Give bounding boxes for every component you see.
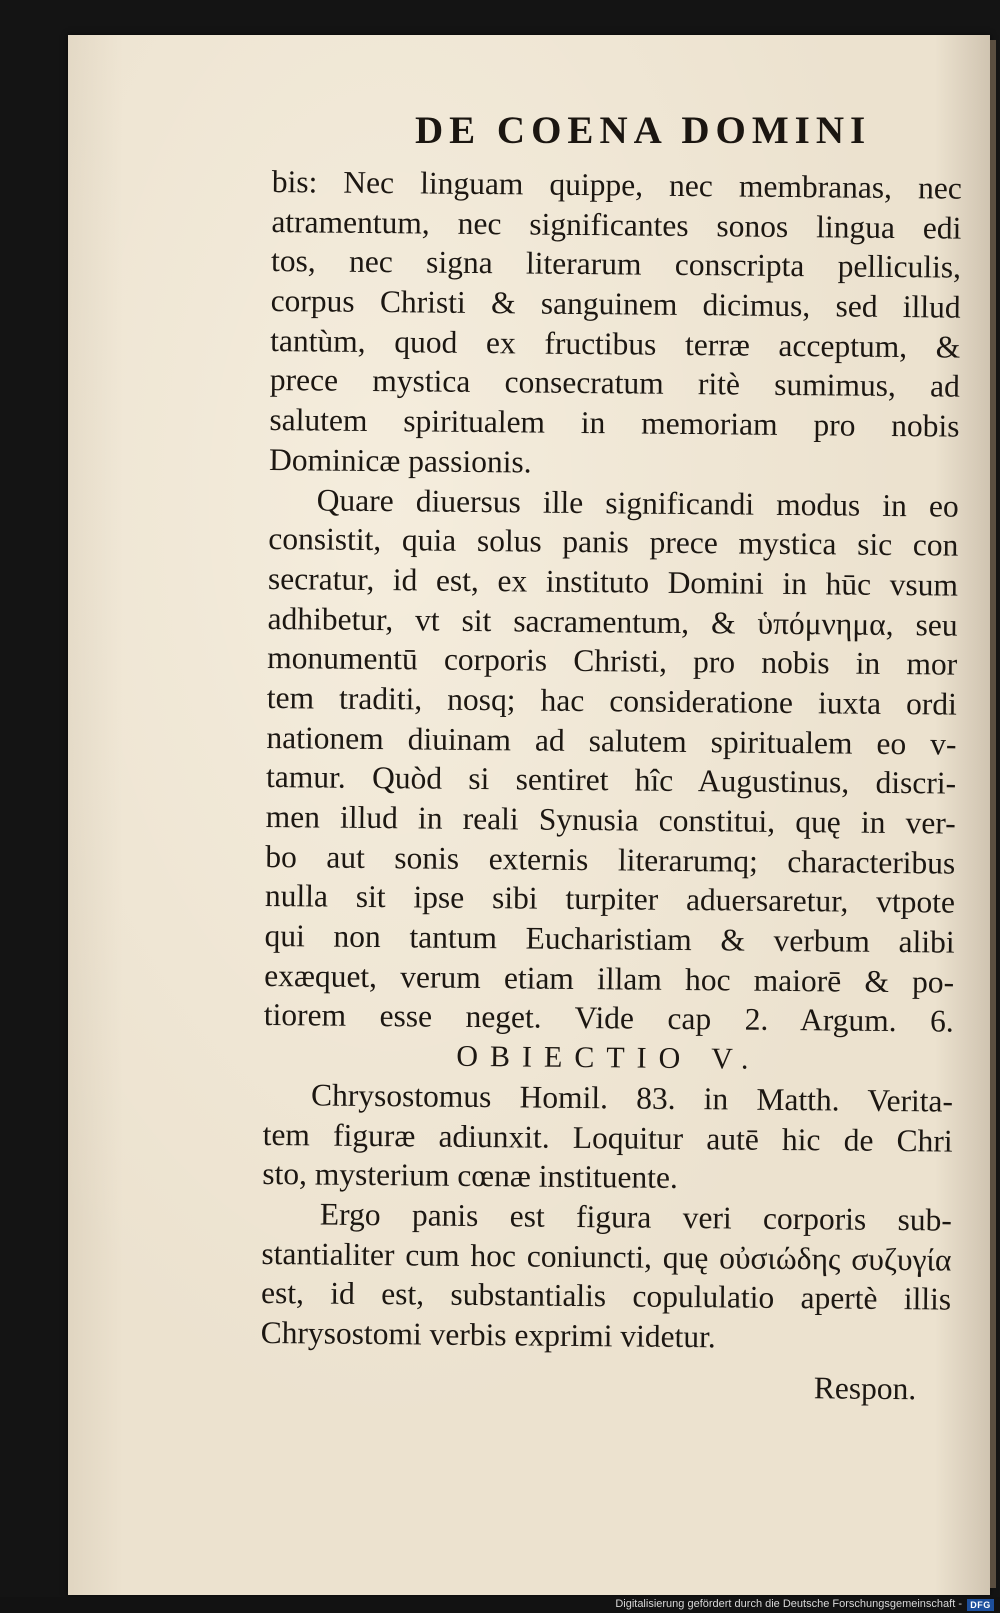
text-line-22: tiorem esse neget. Vide cap 2. Argum. 6.	[263, 997, 954, 1040]
text-line-21: exæquet, verum etiam illam hoc maiorē & po-	[264, 957, 955, 1000]
text-line-27: Ergo panis est figura veri corporis sub-	[319, 1196, 953, 1238]
text-line-28: stantialiter cum hoc coniuncti, quę οὐσιώδης συζυγία	[261, 1235, 952, 1278]
text-line-5: tantùm, quod ex fructibus terræ acceptum, &	[270, 322, 961, 365]
text-line-25: tem figuræ adiunxit. Loquitur autē hic de Chri	[262, 1116, 953, 1159]
text-line-17: men illud in reali Synusia constitui, quę in ver-	[265, 798, 956, 841]
text-line-18: bo aut sonis externis literarumq; characteribus	[265, 838, 956, 881]
text-line-14: tem traditi, nosq; hac consideratione iuxta ordi	[266, 679, 957, 722]
text-line-4: corpus Christi & sanguinem dicimus, sed illud	[270, 283, 961, 325]
text-line-19: nulla sit ipse sibi turpiter aduersaretur, vtpote	[264, 878, 956, 920]
text-block	[260, 162, 962, 1409]
text-line-15: nationem diuinam ad salutem spiritualem eo v-	[266, 719, 957, 762]
text-line-26: sto, mysterium cœnæ instituente.	[262, 1156, 679, 1196]
text-line-9: Quare diuersus ille significandi modus in eo	[316, 481, 959, 524]
section-heading: OBIECTIO V.	[456, 1039, 761, 1076]
text-line-8: Dominicæ passionis.	[268, 441, 532, 480]
footer-credit: Digitalisierung gefördert durch die Deutsche Forschungsgemeinschaft -	[615, 1598, 962, 1610]
page-edge	[990, 40, 996, 1588]
text-line-13: monumentū corporis Christi, pro nobis in mor	[267, 640, 958, 682]
text-line-12: adhibetur, vt sit sacramentum, & ὑπόμνημα, seu	[267, 600, 958, 643]
running-head: DE COENA DOMINI	[415, 109, 872, 152]
text-line-10: consistit, quia solus panis prece mystica sic con	[268, 521, 959, 563]
text-line-16: tamur. Quòd si sentiret hîc Augustinus, discri-	[265, 759, 957, 801]
text-line-20: qui non tantum Eucharistiam & verbum alibi	[264, 918, 955, 960]
text-line-6: prece mystica consecratum ritè sumimus, ad	[269, 362, 961, 405]
text-line-1: bis: Nec linguam quippe, nec membranas, nec	[271, 163, 962, 206]
catchword: Respon.	[813, 1369, 917, 1406]
text-line-7: salutem spiritualem in memoriam pro nobis	[269, 402, 960, 444]
text-line-11: secratur, id est, ex instituto Domini in hūc vsum	[267, 560, 959, 603]
text-line-29: est, id est, substantialis copululatio apertè illis	[260, 1275, 952, 1317]
dfg-logo: DFG	[967, 1599, 994, 1611]
text-line-24: Chrysostomus Homil. 83. in Matth. Verita-	[310, 1077, 954, 1119]
text-line-30: Chrysostomi verbis exprimi videtur.	[260, 1314, 716, 1355]
text-line-3: tos, nec signa literarum conscripta pelliculis,	[270, 243, 962, 285]
text-line-2: atramentum, nec significantes sonos lingua edi	[271, 203, 962, 246]
